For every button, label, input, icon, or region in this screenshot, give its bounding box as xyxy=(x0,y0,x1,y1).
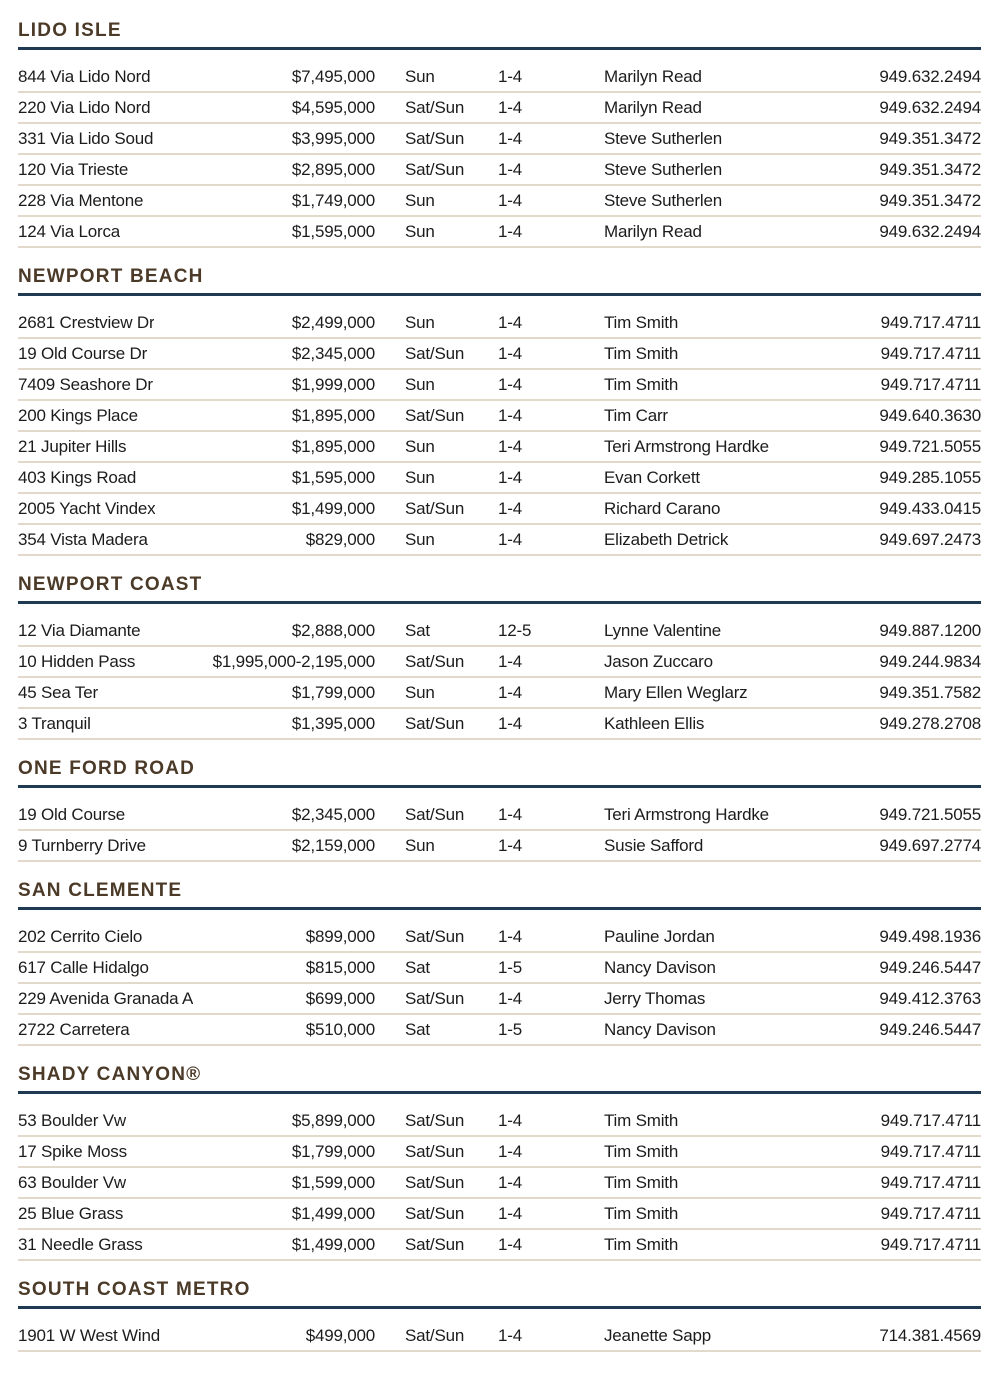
listing-row xyxy=(18,186,981,217)
listing-price: $2,499,000 xyxy=(291,312,375,332)
listing-phone: 949.697.2473 xyxy=(879,529,981,549)
region-section xyxy=(18,1279,981,1352)
listing-agent: Teri Armstrong Hardke xyxy=(604,436,769,456)
listing-agent: Tim Smith xyxy=(604,374,679,394)
listing-agent: Pauline Jordan xyxy=(604,926,715,946)
address-price-group xyxy=(18,1235,375,1255)
listing-price: $2,159,000 xyxy=(291,835,375,855)
listing-phone: 949.721.5055 xyxy=(879,804,981,824)
address-price-group xyxy=(18,98,375,118)
listing-agent: Tim Smith xyxy=(604,1110,679,1130)
listing-price: $2,888,000 xyxy=(291,620,375,640)
listing-phone: 949.717.4711 xyxy=(880,1203,981,1223)
address-price-group xyxy=(18,67,375,87)
listing-agent: Marilyn Read xyxy=(604,66,702,86)
address-price-group xyxy=(18,989,375,1009)
listing-phone: 949.697.2774 xyxy=(879,835,981,855)
listing-address: 354 Vista Madera xyxy=(18,529,148,549)
listing-address: 53 Boulder Vw xyxy=(18,1110,126,1130)
address-price-group xyxy=(18,927,375,947)
listing-price: $1,599,000 xyxy=(291,1172,375,1192)
listing-price: $1,595,000 xyxy=(291,221,375,241)
listing-row xyxy=(18,1321,981,1352)
address-price-group xyxy=(18,805,375,825)
listing-phone: 949.717.4711 xyxy=(880,1110,981,1130)
listing-agent: Jeanette Sapp xyxy=(604,1325,712,1345)
listing-days: Sat xyxy=(405,1019,430,1039)
listing-agent: Nancy Davison xyxy=(604,957,716,977)
listing-hours: 1-4 xyxy=(498,1110,522,1130)
listing-phone: 949.351.3472 xyxy=(879,190,981,210)
listing-price: $1,895,000 xyxy=(291,436,375,456)
listing-row xyxy=(18,984,981,1015)
listing-agent: Tim Carr xyxy=(604,405,668,425)
listing-row xyxy=(18,432,981,463)
listing-agent: Steve Sutherlen xyxy=(604,128,722,148)
listing-row xyxy=(18,1168,981,1199)
listing-address: 10 Hidden Pass xyxy=(18,651,136,671)
listing-price: $1,749,000 xyxy=(291,190,375,210)
address-price-group xyxy=(18,530,375,550)
listing-hours: 1-4 xyxy=(498,405,522,425)
address-price-group xyxy=(18,499,375,519)
listing-price: $1,595,000 xyxy=(291,467,375,487)
listing-hours: 1-4 xyxy=(498,1172,522,1192)
listing-phone: 949.246.5447 xyxy=(879,957,981,977)
listing-hours: 12-5 xyxy=(498,620,532,640)
listing-row xyxy=(18,217,981,248)
listing-address: 12 Via Diamante xyxy=(18,620,141,640)
listing-days: Sat/Sun xyxy=(405,1172,465,1192)
listing-hours: 1-4 xyxy=(498,467,522,487)
address-price-group xyxy=(18,406,375,426)
listing-days: Sat/Sun xyxy=(405,988,465,1008)
listing-hours: 1-4 xyxy=(498,1234,522,1254)
listing-address: 2681 Crestview Dr xyxy=(18,312,155,332)
listing-hours: 1-4 xyxy=(498,926,522,946)
address-price-group xyxy=(18,375,375,395)
address-price-group xyxy=(18,1326,375,1346)
listing-agent: Tim Smith xyxy=(604,312,679,332)
region-section xyxy=(18,1064,981,1261)
listing-phone: 949.717.4711 xyxy=(880,374,981,394)
listing-hours: 1-4 xyxy=(498,221,522,241)
listing-price: $699,000 xyxy=(305,988,375,1008)
listing-row xyxy=(18,922,981,953)
address-price-group xyxy=(18,191,375,211)
listing-address: 403 Kings Road xyxy=(18,467,137,487)
region-section xyxy=(18,20,981,248)
listing-phone: 949.717.4711 xyxy=(880,1234,981,1254)
listing-address: 124 Via Lorca xyxy=(18,221,120,241)
listing-agent: Tim Smith xyxy=(604,1141,679,1161)
listing-days: Sat/Sun xyxy=(405,713,465,733)
listing-phone: 949.285.1055 xyxy=(879,467,981,487)
listing-address: 228 Via Mentone xyxy=(18,190,144,210)
listing-address: 229 Avenida Granada A xyxy=(18,988,194,1008)
listing-row xyxy=(18,155,981,186)
listing-phone: 714.381.4569 xyxy=(879,1325,981,1345)
listing-days: Sat/Sun xyxy=(405,1325,465,1345)
listing-phone: 949.246.5447 xyxy=(879,1019,981,1039)
listing-address: 200 Kings Place xyxy=(18,405,138,425)
listing-address: 202 Cerrito Cielo xyxy=(18,926,143,946)
listing-days: Sat/Sun xyxy=(405,498,465,518)
listing-phone: 949.640.3630 xyxy=(879,405,981,425)
listing-hours: 1-4 xyxy=(498,374,522,394)
section-rows xyxy=(18,1321,981,1352)
listing-price: $899,000 xyxy=(305,926,375,946)
listing-hours: 1-4 xyxy=(498,312,522,332)
listing-row xyxy=(18,1015,981,1046)
listing-days: Sun xyxy=(405,312,435,332)
address-price-group xyxy=(18,1111,375,1131)
listing-phone: 949.717.4711 xyxy=(880,312,981,332)
section-title: ONE FORD ROAD xyxy=(18,758,981,788)
listing-days: Sat/Sun xyxy=(405,1203,465,1223)
listing-price: $829,000 xyxy=(305,529,375,549)
listing-hours: 1-4 xyxy=(498,66,522,86)
listing-address: 844 Via Lido Nord xyxy=(18,66,151,86)
listing-agent: Jason Zuccaro xyxy=(604,651,713,671)
address-price-group xyxy=(18,836,375,856)
listing-hours: 1-4 xyxy=(498,1203,522,1223)
listing-agent: Tim Smith xyxy=(604,1234,679,1254)
listing-address: 21 Jupiter Hills xyxy=(18,436,127,456)
listing-agent: Lynne Valentine xyxy=(604,620,722,640)
listing-price: $1,799,000 xyxy=(291,1141,375,1161)
listing-days: Sat/Sun xyxy=(405,343,465,363)
listing-days: Sat xyxy=(405,620,430,640)
listing-days: Sat/Sun xyxy=(405,1234,465,1254)
listing-price: $1,995,000-2,195,000 xyxy=(212,651,375,671)
listing-phone: 949.717.4711 xyxy=(880,1172,981,1192)
listing-phone: 949.433.0415 xyxy=(879,498,981,518)
listing-price: $1,499,000 xyxy=(291,498,375,518)
listing-price: $2,345,000 xyxy=(291,804,375,824)
listing-price: $1,395,000 xyxy=(291,713,375,733)
listing-hours: 1-4 xyxy=(498,835,522,855)
listing-days: Sun xyxy=(405,529,435,549)
listing-row xyxy=(18,401,981,432)
listing-row xyxy=(18,953,981,984)
address-price-group xyxy=(18,714,375,734)
listing-address: 45 Sea Ter xyxy=(18,682,98,702)
listing-phone: 949.278.2708 xyxy=(879,713,981,733)
listing-price: $1,499,000 xyxy=(291,1234,375,1254)
address-price-group xyxy=(18,313,375,333)
listing-phone: 949.632.2494 xyxy=(879,66,981,86)
listing-agent: Tim Smith xyxy=(604,1203,679,1223)
listing-row xyxy=(18,709,981,740)
listing-address: 220 Via Lido Nord xyxy=(18,97,151,117)
listing-hours: 1-5 xyxy=(498,1019,522,1039)
listing-address: 331 Via Lido Soud xyxy=(18,128,154,148)
section-title: SOUTH COAST METRO xyxy=(18,1279,981,1309)
listing-address: 3 Tranquil xyxy=(18,713,91,733)
listing-price: $1,499,000 xyxy=(291,1203,375,1223)
listing-days: Sat/Sun xyxy=(405,651,465,671)
address-price-group xyxy=(18,1204,375,1224)
listing-row xyxy=(18,1137,981,1168)
listing-agent: Tim Smith xyxy=(604,1172,679,1192)
listing-address: 31 Needle Grass xyxy=(18,1234,143,1254)
listing-address: 19 Old Course Dr xyxy=(18,343,148,363)
address-price-group xyxy=(18,344,375,364)
section-title: SAN CLEMENTE xyxy=(18,880,981,910)
listing-hours: 1-4 xyxy=(498,159,522,179)
listing-row xyxy=(18,800,981,831)
listing-address: 25 Blue Grass xyxy=(18,1203,124,1223)
listing-agent: Steve Sutherlen xyxy=(604,159,722,179)
section-title: NEWPORT BEACH xyxy=(18,266,981,296)
listing-phone: 949.412.3763 xyxy=(879,988,981,1008)
listing-address: 9 Turnberry Drive xyxy=(18,835,146,855)
listing-price: $3,995,000 xyxy=(291,128,375,148)
listing-hours: 1-4 xyxy=(498,1141,522,1161)
address-price-group xyxy=(18,437,375,457)
listing-phone: 949.632.2494 xyxy=(879,97,981,117)
listing-phone: 949.498.1936 xyxy=(879,926,981,946)
listing-price: $7,495,000 xyxy=(291,66,375,86)
section-rows xyxy=(18,922,981,1046)
listing-row xyxy=(18,525,981,556)
open-house-listings xyxy=(18,20,981,1352)
listing-price: $1,895,000 xyxy=(291,405,375,425)
section-rows xyxy=(18,616,981,740)
listing-row xyxy=(18,93,981,124)
address-price-group xyxy=(18,958,375,978)
listing-hours: 1-4 xyxy=(498,682,522,702)
listing-agent: Teri Armstrong Hardke xyxy=(604,804,769,824)
listing-price: $2,895,000 xyxy=(291,159,375,179)
listing-row xyxy=(18,463,981,494)
listing-days: Sat/Sun xyxy=(405,405,465,425)
listing-agent: Evan Corkett xyxy=(604,467,700,487)
listing-address: 7409 Seashore Dr xyxy=(18,374,153,394)
listing-days: Sat/Sun xyxy=(405,926,465,946)
section-title: SHADY CANYON® xyxy=(18,1064,981,1094)
listing-phone: 949.351.3472 xyxy=(879,128,981,148)
listing-phone: 949.632.2494 xyxy=(879,221,981,241)
listing-hours: 1-4 xyxy=(498,529,522,549)
listing-row xyxy=(18,62,981,93)
listing-days: Sat/Sun xyxy=(405,1141,465,1161)
listing-days: Sun xyxy=(405,835,435,855)
listing-price: $5,899,000 xyxy=(291,1110,375,1130)
listing-hours: 1-4 xyxy=(498,190,522,210)
listing-hours: 1-4 xyxy=(498,651,522,671)
listing-agent: Nancy Davison xyxy=(604,1019,716,1039)
section-rows xyxy=(18,800,981,862)
address-price-group xyxy=(18,683,375,703)
listing-days: Sun xyxy=(405,221,435,241)
listing-days: Sat/Sun xyxy=(405,128,465,148)
listing-agent: Marilyn Read xyxy=(604,221,702,241)
listing-days: Sun xyxy=(405,467,435,487)
listing-address: 2005 Yacht Vindex xyxy=(18,498,156,518)
section-rows xyxy=(18,308,981,556)
listing-address: 1901 W West Wind xyxy=(18,1325,160,1345)
address-price-group xyxy=(18,652,375,672)
region-section xyxy=(18,758,981,862)
listing-days: Sun xyxy=(405,190,435,210)
listing-price: $510,000 xyxy=(305,1019,375,1039)
address-price-group xyxy=(18,1173,375,1193)
listing-row xyxy=(18,1199,981,1230)
listing-row xyxy=(18,308,981,339)
listing-address: 120 Via Trieste xyxy=(18,159,129,179)
listing-agent: Susie Safford xyxy=(604,835,704,855)
listing-row xyxy=(18,370,981,401)
listing-address: 63 Boulder Vw xyxy=(18,1172,126,1192)
listing-price: $1,799,000 xyxy=(291,682,375,702)
listing-phone: 949.717.4711 xyxy=(880,1141,981,1161)
listing-days: Sun xyxy=(405,374,435,394)
listing-phone: 949.887.1200 xyxy=(879,620,981,640)
listing-price: $815,000 xyxy=(305,957,375,977)
listing-price: $4,595,000 xyxy=(291,97,375,117)
listing-hours: 1-4 xyxy=(498,988,522,1008)
listing-hours: 1-4 xyxy=(498,436,522,456)
listing-days: Sat/Sun xyxy=(405,804,465,824)
listing-agent: Richard Carano xyxy=(604,498,721,518)
listing-days: Sun xyxy=(405,436,435,456)
listing-hours: 1-4 xyxy=(498,128,522,148)
listing-agent: Steve Sutherlen xyxy=(604,190,722,210)
listing-price: $499,000 xyxy=(305,1325,375,1345)
listing-row xyxy=(18,1106,981,1137)
listing-phone: 949.717.4711 xyxy=(880,343,981,363)
listing-days: Sun xyxy=(405,682,435,702)
listing-agent: Marilyn Read xyxy=(604,97,702,117)
listing-phone: 949.721.5055 xyxy=(879,436,981,456)
section-rows xyxy=(18,1106,981,1261)
listing-agent: Tim Smith xyxy=(604,343,679,363)
listing-days: Sat xyxy=(405,957,430,977)
listing-row xyxy=(18,831,981,862)
listing-agent: Mary Ellen Weglarz xyxy=(604,682,748,702)
listing-days: Sun xyxy=(405,66,435,86)
listing-address: 17 Spike Moss xyxy=(18,1141,127,1161)
listing-row xyxy=(18,124,981,155)
section-title: NEWPORT COAST xyxy=(18,574,981,604)
region-section xyxy=(18,880,981,1046)
listing-price: $2,345,000 xyxy=(291,343,375,363)
address-price-group xyxy=(18,1020,375,1040)
section-title: LIDO ISLE xyxy=(18,20,981,50)
listing-address: 617 Calle Hidalgo xyxy=(18,957,149,977)
listing-agent: Kathleen Ellis xyxy=(604,713,705,733)
section-rows xyxy=(18,62,981,248)
listing-hours: 1-4 xyxy=(498,1325,522,1345)
listing-hours: 1-4 xyxy=(498,804,522,824)
listing-hours: 1-4 xyxy=(498,498,522,518)
listing-address: 2722 Carretera xyxy=(18,1019,130,1039)
listing-agent: Elizabeth Detrick xyxy=(604,529,729,549)
listing-row xyxy=(18,647,981,678)
listing-price: $1,999,000 xyxy=(291,374,375,394)
listing-row xyxy=(18,339,981,370)
listing-days: Sat/Sun xyxy=(405,159,465,179)
listing-row xyxy=(18,616,981,647)
address-price-group xyxy=(18,621,375,641)
address-price-group xyxy=(18,468,375,488)
listing-hours: 1-4 xyxy=(498,713,522,733)
address-price-group xyxy=(18,1142,375,1162)
listing-hours: 1-4 xyxy=(498,97,522,117)
listing-hours: 1-4 xyxy=(498,343,522,363)
listing-phone: 949.351.3472 xyxy=(879,159,981,179)
listing-address: 19 Old Course xyxy=(18,804,126,824)
listing-row xyxy=(18,1230,981,1261)
listing-row xyxy=(18,494,981,525)
region-section xyxy=(18,266,981,556)
address-price-group xyxy=(18,222,375,242)
listing-hours: 1-5 xyxy=(498,957,522,977)
listing-row xyxy=(18,678,981,709)
region-section xyxy=(18,574,981,740)
listing-phone: 949.244.9834 xyxy=(879,651,981,671)
listing-days: Sat/Sun xyxy=(405,1110,465,1130)
address-price-group xyxy=(18,129,375,149)
listing-agent: Jerry Thomas xyxy=(604,988,706,1008)
listing-days: Sat/Sun xyxy=(405,97,465,117)
address-price-group xyxy=(18,160,375,180)
listing-phone: 949.351.7582 xyxy=(879,682,981,702)
